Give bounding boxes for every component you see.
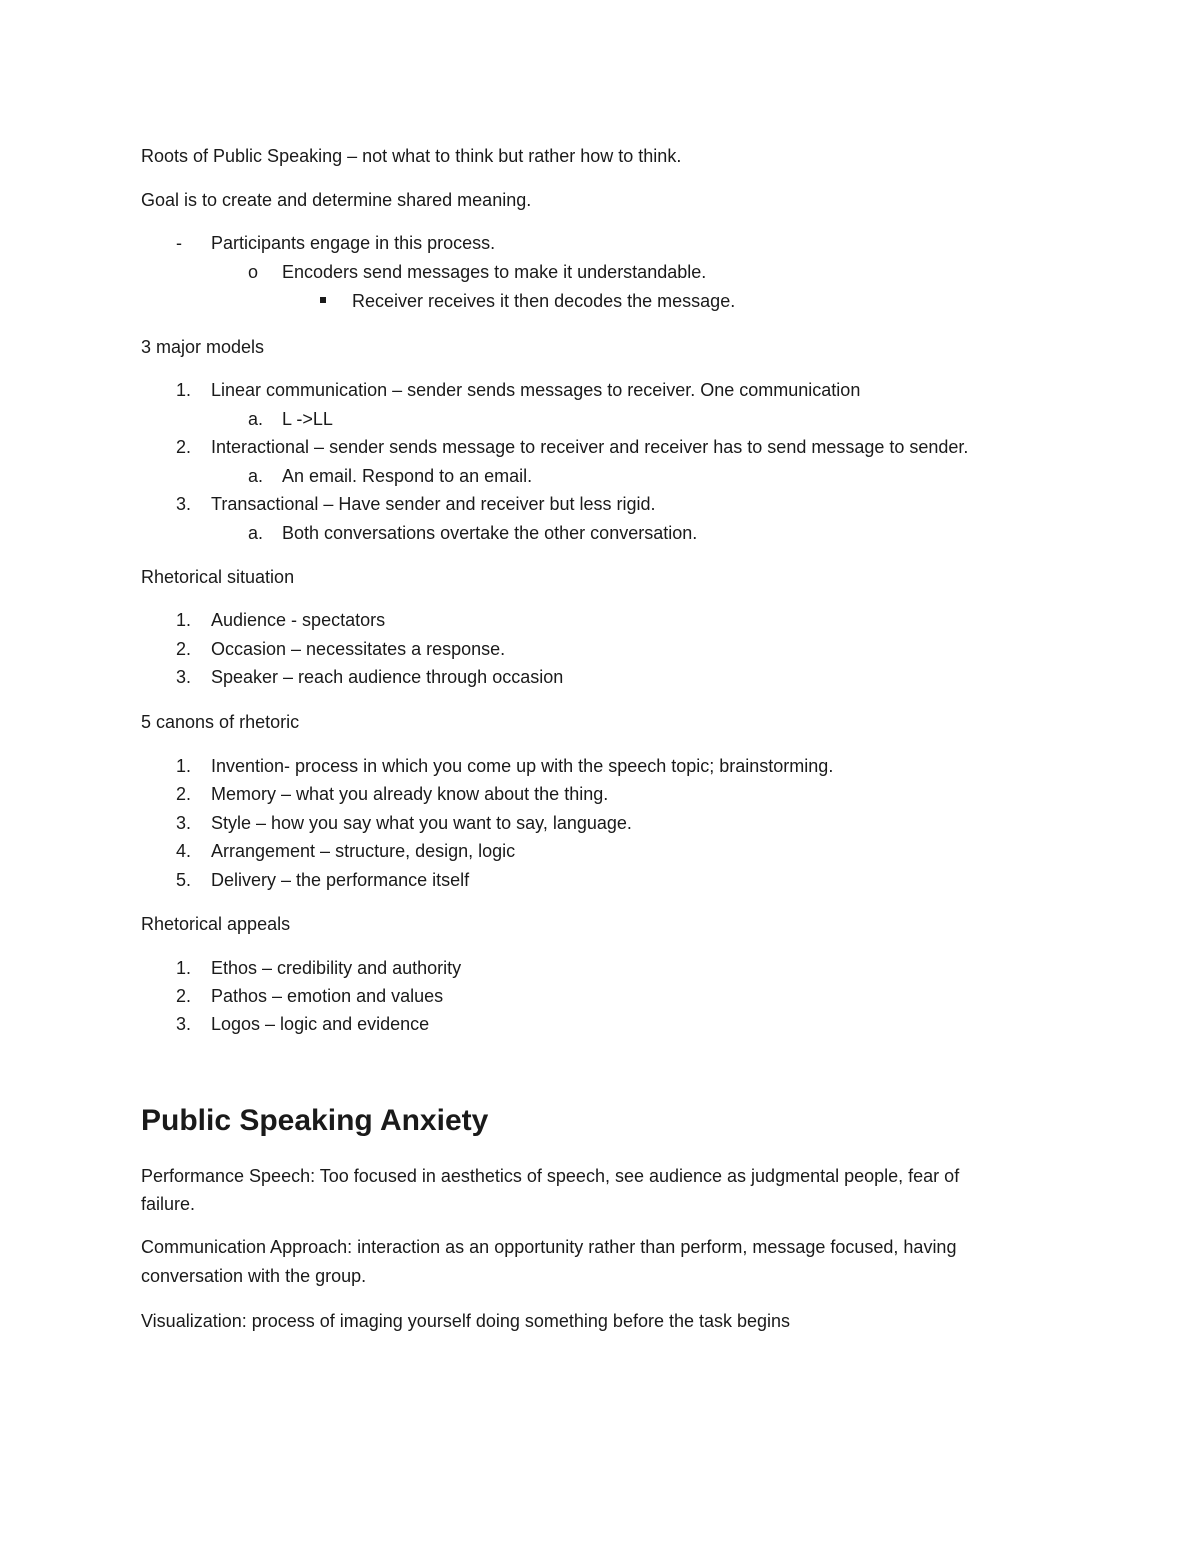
list-item: Interactional – sender sends message to receiver and receiver has to send message to sender. [211, 437, 969, 457]
list-item: Audience - spectators [211, 610, 386, 630]
list-item: Style – how you say what you want to say, language. [211, 813, 632, 833]
list-number: 1. [176, 756, 192, 776]
sub-list-item: Both conversations overtake the other conversation. [282, 523, 698, 543]
list-number: 3. [176, 667, 192, 687]
list-number: 1. [176, 958, 192, 978]
list-letter: a. [248, 523, 264, 543]
circle-bullet: o [248, 262, 259, 282]
list-number: 2. [176, 784, 192, 804]
list-number: 2. [176, 986, 192, 1006]
dash-bullet: - [176, 233, 182, 253]
communication-approach-line-2: conversation with the group. [141, 1266, 367, 1286]
section-title: Public Speaking Anxiety [141, 1104, 489, 1137]
list-number: 3. [176, 813, 192, 833]
list-number: 2. [176, 639, 192, 659]
list-number: 5. [176, 870, 192, 890]
goal-line: Goal is to create and determine shared meaning. [141, 190, 532, 210]
models-heading: 3 major models [141, 337, 265, 357]
canons-heading: 5 canons of rhetoric [141, 712, 300, 732]
list-item: Linear communication – sender sends messages to receiver. One communication [211, 380, 861, 400]
list-item: Invention- process in which you come up with the speech topic; brainstorming. [211, 756, 834, 776]
list-item: Ethos – credibility and authority [211, 958, 462, 978]
list-number: 4. [176, 841, 192, 861]
sub-list-item: An email. Respond to an email. [282, 466, 533, 486]
list-number: 2. [176, 437, 192, 457]
list-number: 1. [176, 610, 192, 630]
performance-speech-line-2: failure. [141, 1194, 196, 1214]
list-item: Arrangement – structure, design, logic [211, 841, 516, 861]
list-number: 3. [176, 494, 192, 514]
list-letter: a. [248, 466, 264, 486]
list-number: 1. [176, 380, 192, 400]
appeals-heading: Rhetorical appeals [141, 914, 291, 934]
list-item: Transactional – Have sender and receiver but less rigid. [211, 494, 656, 514]
list-item: Delivery – the performance itself [211, 870, 470, 890]
list-letter: a. [248, 409, 264, 429]
performance-speech-line: Performance Speech: Too focused in aesthetics of speech, see audience as judgmental people, fear of [141, 1166, 960, 1186]
visualization-line: Visualization: process of imaging yourself doing something before the task begins [141, 1311, 791, 1331]
rhetorical-situation-heading: Rhetorical situation [141, 567, 295, 587]
list-item: Speaker – reach audience through occasion [211, 667, 564, 687]
roots-line: Roots of Public Speaking – not what to think but rather how to think. [141, 146, 682, 166]
encoders-line: Encoders send messages to make it understandable. [282, 262, 707, 282]
list-item: Memory – what you already know about the thing. [211, 784, 609, 804]
sub-list-item: L ->LL [282, 409, 333, 429]
square-bullet-icon [320, 297, 326, 303]
receiver-line: Receiver receives it then decodes the message. [352, 291, 736, 311]
list-item: Occasion – necessitates a response. [211, 639, 506, 659]
communication-approach-line: Communication Approach: interaction as an opportunity rather than perform, message focused, having [141, 1237, 957, 1257]
participants-line: Participants engage in this process. [211, 233, 496, 253]
list-item: Logos – logic and evidence [211, 1014, 430, 1034]
list-item: Pathos – emotion and values [211, 986, 444, 1006]
list-number: 3. [176, 1014, 192, 1034]
